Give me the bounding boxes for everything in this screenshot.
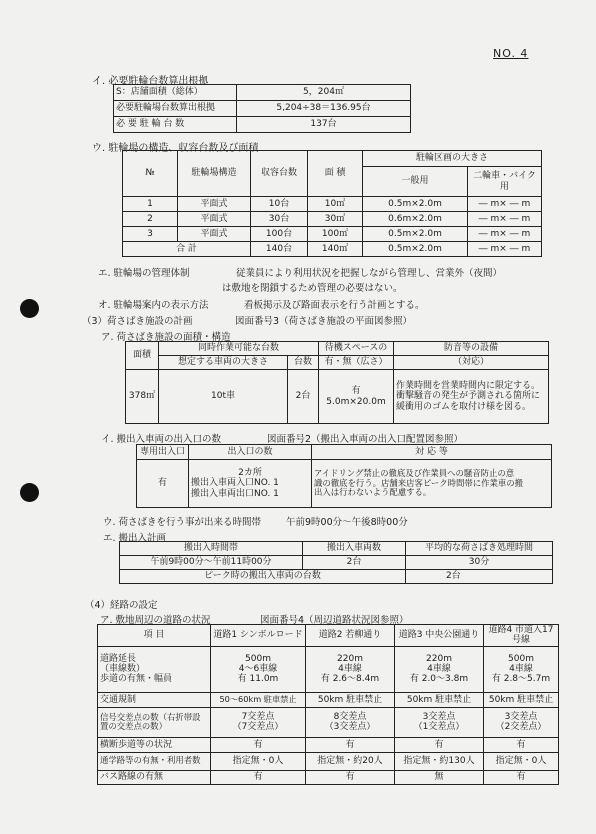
section-3i-fig: 図面番号2（搬出入車両の出入口配置図参照）: [267, 434, 464, 445]
entrance-line: 搬出入車両出口NO. 1: [191, 488, 279, 499]
cell: [211, 646, 306, 692]
cell: 5，204㎡: [237, 85, 411, 101]
noise-line: 緩衝用のゴムを取付け様を図る。: [396, 401, 532, 412]
punch-hole-bottom: [20, 483, 39, 502]
cell-entrance-count: [189, 460, 312, 508]
cell: 有: [484, 737, 559, 752]
cell-peak-value: 2台: [406, 570, 553, 584]
cell: [484, 707, 559, 737]
cell: [211, 707, 306, 737]
header-motorbike: 二輪車・バイク用: [468, 167, 542, 197]
row-label: バス路線の有無: [98, 770, 211, 784]
cell: ― m× ― m: [468, 242, 542, 257]
cell: ― m× ― m: [468, 227, 542, 242]
cell: 0.5m×2.0m: [363, 227, 468, 242]
table-bicycle-count: [113, 84, 411, 133]
wait-value-2: 5.0m×20.0m: [326, 396, 386, 407]
row-label: 通学路等の有無・利用者数: [98, 752, 211, 770]
cell: 50km 駐車禁止: [306, 692, 395, 707]
noise-line: 作業時間を営業時間内に限定する。: [396, 380, 541, 391]
cell: 140㎡: [308, 242, 363, 257]
cell-line: 有 2.0～3.8m: [409, 674, 469, 685]
cell: ― m× ― m: [468, 197, 542, 212]
cell-line: （3交差点）: [324, 722, 376, 733]
header-structure: 駐輪場構造: [178, 151, 251, 197]
wait-value-1: 有: [351, 386, 361, 397]
cell: 指定無・0人: [484, 752, 559, 770]
cell: 0.6m×2.0m: [363, 212, 468, 227]
section-4a-title: ア. 敷地周辺の道路の状況: [100, 615, 211, 626]
header-lot-size: 駐輪区画の大きさ: [363, 151, 542, 167]
cell: 30分: [406, 556, 553, 570]
cell: 必 要 駐 輪 台 数: [114, 117, 237, 133]
cell: [306, 646, 395, 692]
header-measures: 対 応 等: [312, 445, 552, 460]
row-label: [98, 707, 211, 737]
section-4a-fig: 図面番号4（周辺道路状況図参照）: [260, 615, 409, 626]
cell: 100㎡: [308, 227, 363, 242]
cell: 137台: [237, 117, 411, 133]
cell: [484, 646, 559, 692]
section-3-title: （3）荷さばき施設の計画: [82, 316, 193, 327]
cell-line: 3交差点: [422, 711, 456, 722]
section-u-title: ウ. 駐輪場の構造、収容台数及び面積: [92, 143, 259, 154]
label-line: 道路延長: [100, 653, 137, 664]
header-dedicated: 専用出入口: [137, 445, 189, 460]
cell: 平面式: [178, 197, 251, 212]
cell: 30台: [251, 212, 308, 227]
cell: 有: [484, 770, 559, 784]
cell-dedicated: 有: [137, 460, 189, 508]
header-capacity: 収容台数: [251, 151, 308, 197]
row-label: 交通規制: [98, 692, 211, 707]
table-bicycle-parking: [122, 150, 542, 257]
label-line: （車線数）: [100, 664, 146, 675]
cell-line: 4車線: [509, 664, 533, 675]
header-entrance-count: 出入口の数: [189, 445, 312, 460]
section-3u-text: 午前9時00分～午後8時00分: [286, 517, 408, 528]
header-road3: 道路3 中央公園通り: [395, 625, 484, 647]
cell: S：店舗面積（総体）: [114, 85, 237, 101]
header-area: 面積: [126, 342, 159, 370]
cell: 必要駐輪場台数算出根拠: [114, 101, 237, 117]
cell: 50km 駐車禁止: [395, 692, 484, 707]
entrance-line: 搬出入車両入口NO. 1: [191, 478, 279, 489]
section-e-line2: は敷地を閉鎖するため管理の必要はない。: [222, 283, 403, 294]
cell-count: 2台: [288, 370, 319, 424]
section-3i-title: イ. 搬出入車両の出入口の数: [101, 434, 222, 445]
noise-line: 衝撃騒音の発生が予測される箇所に: [396, 391, 541, 402]
cell: 1: [123, 197, 178, 212]
section-e-label: エ. 駐輪場の管理体制: [98, 268, 190, 279]
section-3u-label: ウ. 荷さばきを行う事が出来る時間帯: [103, 517, 262, 528]
header-vehicle: 想定する車両の大きさ: [159, 356, 288, 370]
cell: 50～60km 駐車禁止: [211, 692, 306, 707]
cell-line: 500m: [245, 653, 271, 664]
cell-line: 3交差点: [504, 711, 538, 722]
cell: 有: [306, 737, 395, 752]
cell-noise: [394, 370, 549, 424]
cell-line: （7交差点）: [232, 722, 284, 733]
section-3e-title: エ. 搬出入計画: [103, 533, 167, 544]
header-road2: 道路2 若柳通り: [306, 625, 395, 647]
label-line: 信号交差点の数（右折帯設: [100, 711, 201, 722]
cell: 2台: [303, 556, 406, 570]
cell: 有: [306, 770, 395, 784]
section-4-title: （4）経路の設定: [85, 600, 158, 611]
header-wait2: 有・無（広さ）: [319, 356, 394, 370]
section-i-title: イ. 必要駐輪台数算出根拠: [92, 76, 209, 87]
section-o-label: オ. 駐輪場案内の表示方法: [98, 300, 209, 311]
header-time: 搬出入時間帯: [120, 542, 303, 556]
cell: 3: [123, 227, 178, 242]
cell-area: 378㎡: [126, 370, 159, 424]
cell: 2: [123, 212, 178, 227]
cell: 30㎡: [308, 212, 363, 227]
cell-line: 有 2.6～8.4m: [320, 674, 380, 685]
cell: 50km 駐車禁止: [484, 692, 559, 707]
header-noise: 防音等の設備: [394, 342, 549, 356]
cell: 平面式: [178, 227, 251, 242]
header-vehicles: 搬出入車両数: [303, 542, 406, 556]
cell: [306, 707, 395, 737]
header-noise2: （対応）: [394, 356, 549, 370]
cell-vehicle: 10t車: [159, 370, 288, 424]
cell-wait: [319, 370, 394, 424]
cell-measures: [312, 460, 552, 508]
header-item: 項 目: [98, 625, 211, 647]
cell: 有: [211, 737, 306, 752]
entrance-line: 2カ所: [238, 467, 262, 478]
cell: 指定無・約130人: [395, 752, 484, 770]
cell: 5,204÷38＝136.95台: [237, 101, 411, 117]
measure-line: 出入は行わないよう配慮する。: [314, 487, 432, 498]
table-entrances: [136, 444, 552, 508]
cell: 10台: [251, 197, 308, 212]
cell-line: 220m: [337, 653, 363, 664]
measure-line: アイドリング禁止の徹底及び作業員への騒音防止の意: [314, 468, 515, 479]
cell-line: 220m: [426, 653, 452, 664]
table-delivery-plan: [119, 541, 553, 584]
header-no: №: [123, 151, 178, 197]
cell-line: （1交差点）: [413, 722, 465, 733]
cell: [395, 646, 484, 692]
header-general: 一般用: [363, 167, 468, 197]
cell: ― m× ― m: [468, 212, 542, 227]
header-concurrent: 同時作業可能な台数: [159, 342, 319, 356]
cell: 0.5m×2.0m: [363, 197, 468, 212]
label-line: 歩道の有無・幅員: [100, 674, 173, 685]
cell: 100台: [251, 227, 308, 242]
cell: 有: [211, 770, 306, 784]
header-road4: 道路4 市道入17号線: [484, 625, 559, 647]
cell: 午前9時00分～午前11時00分: [120, 556, 303, 570]
cell: 無: [395, 770, 484, 784]
row-label: 横断歩道等の状況: [98, 737, 211, 752]
page-number: NO. 4: [493, 47, 529, 60]
cell-line: 4～6車線: [238, 664, 278, 675]
punch-hole-top: [20, 299, 39, 318]
cell: 指定無・0人: [211, 752, 306, 770]
section-o-text: 看板掲示及び路面表示を行う計画とする。: [244, 300, 425, 311]
cell-line: 4車線: [427, 664, 451, 675]
section-e-line1: 従業員により利用状況を把握しながら管理し、営業外（夜間）: [236, 268, 503, 279]
cell-line: 4車線: [338, 664, 362, 675]
cell-peak-label: ピーク時の搬出入車両の台数: [120, 570, 406, 584]
header-road1: 道路1 シンボルロード: [211, 625, 306, 647]
header-count: 台数: [288, 356, 319, 370]
header-avg-time: 平均的な荷さばき処理時間: [406, 542, 553, 556]
cell-line: 有 11.0m: [237, 674, 279, 685]
cell: [395, 707, 484, 737]
cell: 140台: [251, 242, 308, 257]
cell-total-label: 合 計: [123, 242, 251, 257]
table-road-conditions: [97, 624, 559, 785]
cell-line: 7交差点: [241, 711, 275, 722]
cell: 10㎡: [308, 197, 363, 212]
cell-line: 500m: [508, 653, 534, 664]
cell: 0.5m×2.0m: [363, 242, 468, 257]
section-3a-title: ア. 荷さばき施設の面積・構造: [101, 332, 231, 343]
cell: 有: [395, 737, 484, 752]
cell-line: 有 2.8～5.7m: [491, 674, 551, 685]
cell-line: 8交差点: [333, 711, 367, 722]
header-wait: 待機スペースの: [319, 342, 394, 356]
cell: 平面式: [178, 212, 251, 227]
table-loading-facility: [125, 341, 549, 424]
measure-line: 識の徹底を行う。店舗来店客ピーク時間帯に作業車の搬: [314, 477, 524, 488]
section-3-fig: 図面番号3（荷さばき施設の平面図参照）: [235, 316, 413, 327]
header-area: 面 積: [308, 151, 363, 197]
cell-line: （2交差点）: [495, 722, 547, 733]
cell: 指定無・約20人: [306, 752, 395, 770]
row-label: [98, 646, 211, 692]
label-line: 置の交差点の数）: [100, 721, 167, 732]
